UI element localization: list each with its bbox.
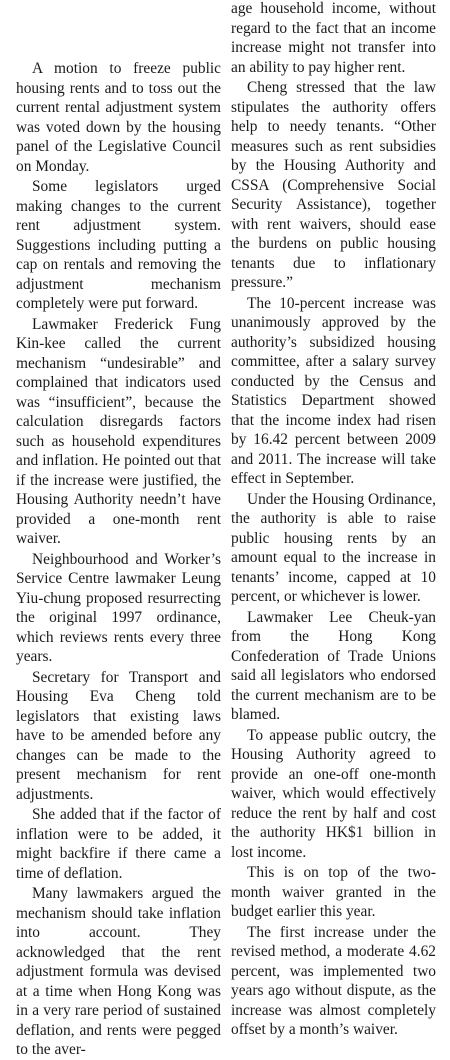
paragraph: Lawmaker Frederick Fung Kin-kee called the current mechanism “undesirable” and complained that indicators used was “insufficient”, because the calculation disregards factors such as household expenditures and inflation. He pointed out that if the increase were justified, the Housing Authority needn’t have provided a one-month rent waiver. xyxy=(16,315,221,547)
paragraph: Some legislators urged making changes to the current rent adjustment system. Suggestions including putting a cap on rentals and removing the adjustment mechanism completely were put forward. xyxy=(16,178,221,312)
article-column-right xyxy=(231,0,436,1040)
paragraph-continuation: age household income, without regard to the fact that an income increase might not transfer into an ability to pay higher rent. xyxy=(231,0,436,76)
paragraph: Neighbourhood and Worker’s Service Centre lawmaker Leung Yiu-chung proposed resurrecting the original 1997 ordinance, which reviews rents every three years. xyxy=(16,550,221,665)
paragraph: Many lawmakers argued the mechanism should take inflation into account. They acknowledged that the rent adjustment formula was devised at a time when Hong Kong was in a very rare period of sustained deflation, and rents were pegged to the aver- xyxy=(16,885,221,1058)
paragraph: The first increase under the revised method, a moderate 4.62 percent, was implemented two years ago without dispute, as the increase was almost completely offset by a month’s waiver. xyxy=(231,923,436,1038)
article-column-left xyxy=(16,59,221,1060)
paragraph: To appease public outcry, the Housing Authority agreed to provide an one-off one-month waiver, which would effectively reduce the rent by half and cost the authority HK$1 billion in lost income. xyxy=(231,726,436,861)
paragraph: Secretary for Transport and Housing Eva Cheng told legislators that existing laws have to be amended before any changes can be made to the present mechanism for rent adjustments. xyxy=(16,668,221,803)
paragraph: She added that if the factor of inflation were to be added, it might backfire if there came a time of deflation. xyxy=(16,806,221,882)
paragraph: This is on top of the two-month waiver granted in the budget earlier this year. xyxy=(231,864,436,920)
paragraph: A motion to freeze public housing rents and to toss out the current rental adjustment system was voted down by the housing panel of the Legislative Council on Monday. xyxy=(16,60,221,175)
paragraph: The 10-percent increase was unanimously approved by the authority’s subsidized housing committee, after a salary survey conducted by the Census and Statistics Department showed that the income index had risen by 16.42 percent between 2009 and 2011. The increase will take effect in September. xyxy=(231,294,436,487)
paragraph: Lawmaker Lee Cheuk-yan from the Hong Kong Confederation of Trade Unions said all legislators who endorsed the current mechanism are to be blamed. xyxy=(231,608,436,723)
paragraph: Under the Housing Ordinance, the authority is able to raise public housing rents by an amount equal to the increase in tenants’ income, capped at 10 percent, or whichever is lower. xyxy=(231,490,436,605)
paragraph: Cheng stressed that the law stipulates the authority offers help to needy tenants. “Other measures such as rent subsidies by the Housing Authority and CSSA (Comprehensive Social Security Assistance), together with rent waivers, should ease the burdens on public housing tenants due to inflationary pressure.” xyxy=(231,79,436,291)
